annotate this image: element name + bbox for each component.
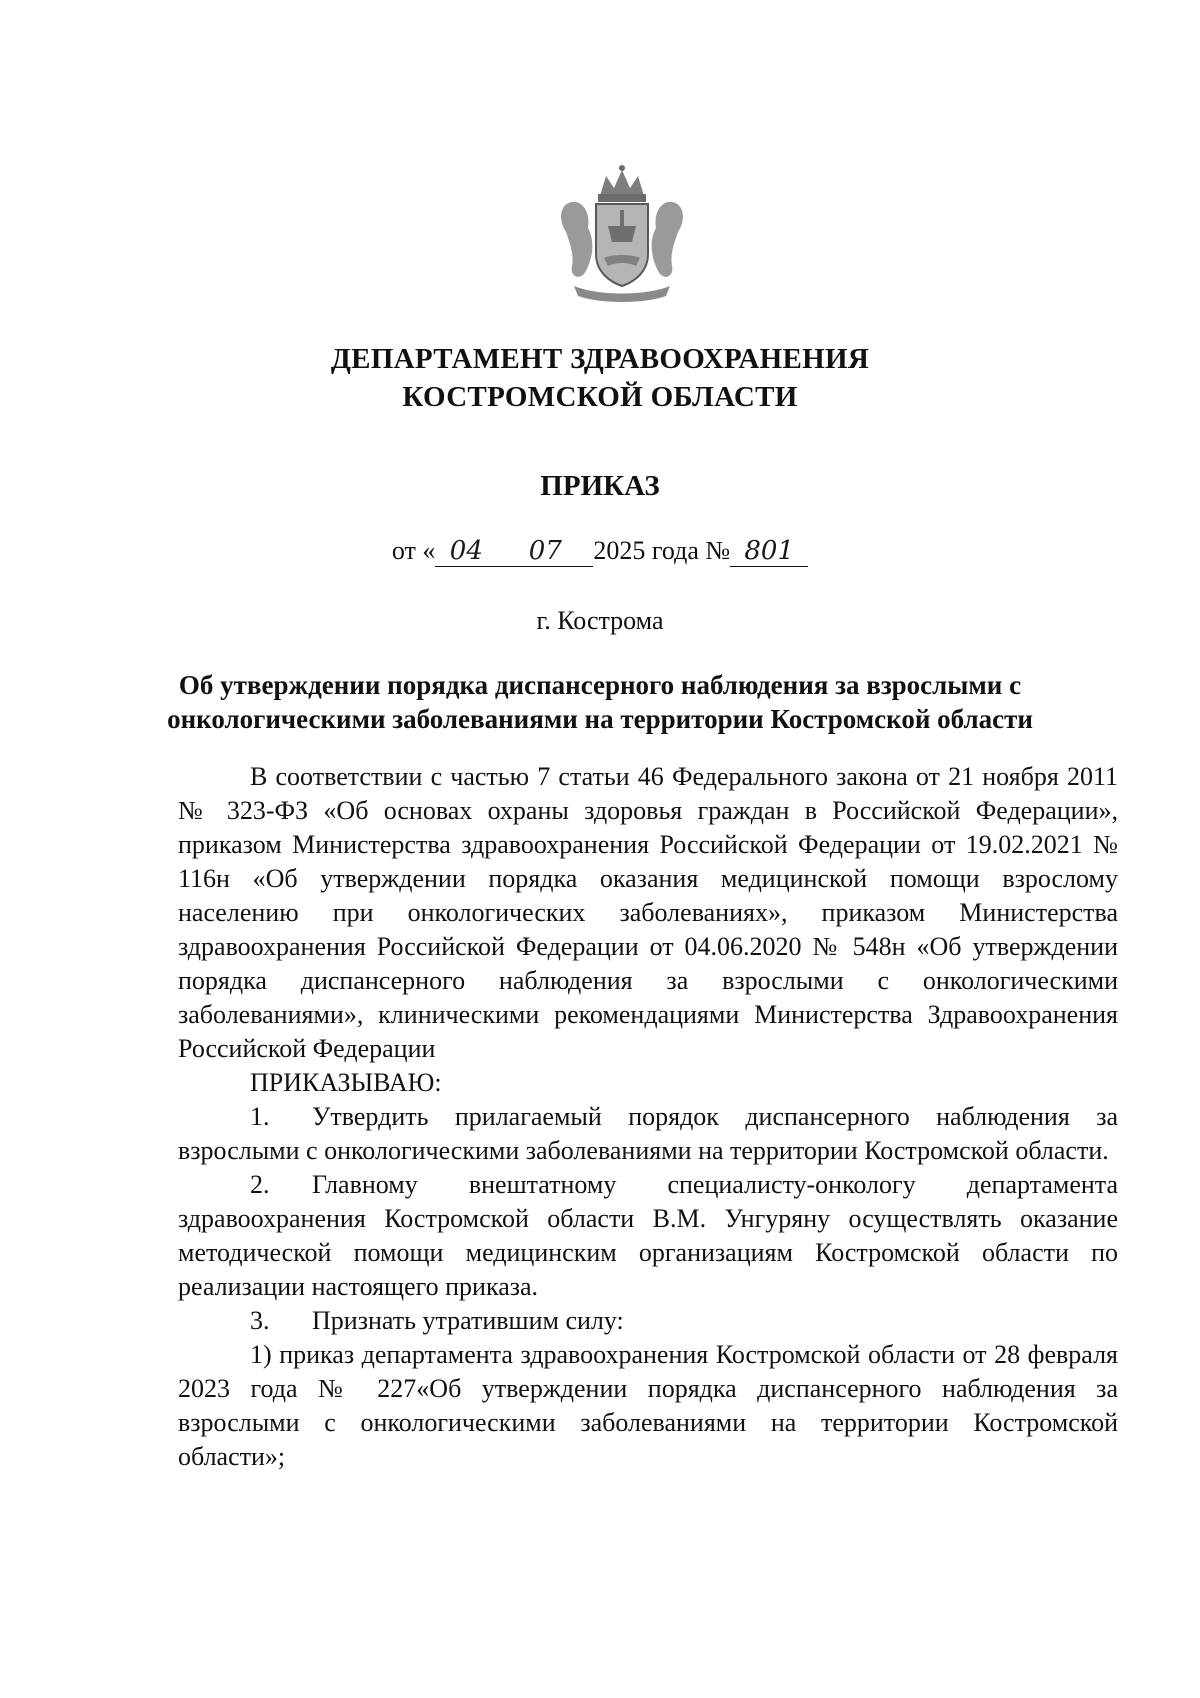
order-item-3-text: Признать утратившим силу:: [312, 1306, 624, 1335]
order-subitem-1: 1) приказ департамента здравоохранения Костромской области от 28 февраля 2023 года № 227«Об утверждении порядка диспансерного наблюдения за взрослыми с онкологическими заболеваниями на территории Костромской области»;: [178, 1340, 1118, 1471]
order-number: 801: [730, 536, 808, 567]
department-name: [0, 340, 1200, 416]
order-title-line-1: Об утверждении порядка диспансерного наблюдения за взрослыми с: [178, 670, 1022, 700]
order-item-2-number: 2.: [250, 1170, 270, 1199]
date-month: 07: [497, 536, 593, 567]
order-item-3: [178, 1304, 1118, 1338]
city: г. Кострома: [536, 606, 664, 635]
order-item-1: [178, 1100, 1118, 1168]
order-title: [0, 668, 1200, 736]
order-item-3-number: 3.: [250, 1306, 270, 1335]
order-item-1-text: Утвердить прилагаемый порядок диспансерного наблюдения за взрослыми с онкологическими заболеваниями на территории Костромской области.: [178, 1102, 1118, 1165]
kostroma-coat-of-arms-icon: [548, 162, 696, 310]
department-line-2: КОСТРОМСКОЙ ОБЛАСТИ: [402, 381, 798, 413]
order-item-2-text: Главному внештатному специалисту-онкологу департамента здравоохранения Костромской области В.М. Унгуряну осуществлять оказание методической помощи медицинским организациям Костромской области по реализации настоящего приказа.: [178, 1170, 1118, 1301]
date-year-text: 2025 года №: [593, 536, 731, 565]
department-line-1: ДЕПАРТАМЕНТ ЗДРАВООХРАНЕНИЯ: [330, 343, 870, 375]
order-word: ПРИКАЗЫВАЮ:: [250, 1068, 442, 1097]
document-type: ПРИКАЗ: [540, 470, 660, 502]
order-body: [178, 760, 1118, 1474]
preamble-paragraph: В соответствии с частью 7 статьи 46 Федерального закона от 21 ноября 2011 № 323-ФЗ «Об основах охраны здоровья граждан в Российской Федерации», приказом Министерства здравоохранения Российской Федерации от 19.02.2021 № 116н «Об утверждении порядка оказания медицинской помощи взрослому населению при онкологических заболеваниях», приказом Министерства здравоохранения Российской Федерации от 04.06.2020 № 548н «Об утверждении порядка диспансерного наблюдения за взрослыми с онкологическими заболеваниями», клиническими рекомендациями Министерства Здравоохранения Российской Федерации: [178, 762, 1118, 1063]
date-day: 04: [435, 536, 497, 567]
order-item-1-number: 1.: [250, 1102, 270, 1131]
date-number-line: [0, 536, 1200, 567]
date-prefix: от «: [391, 536, 436, 565]
order-title-line-2: онкологическими заболеваниями на территории Костромской области: [167, 704, 1033, 734]
order-item-2: [178, 1168, 1118, 1304]
